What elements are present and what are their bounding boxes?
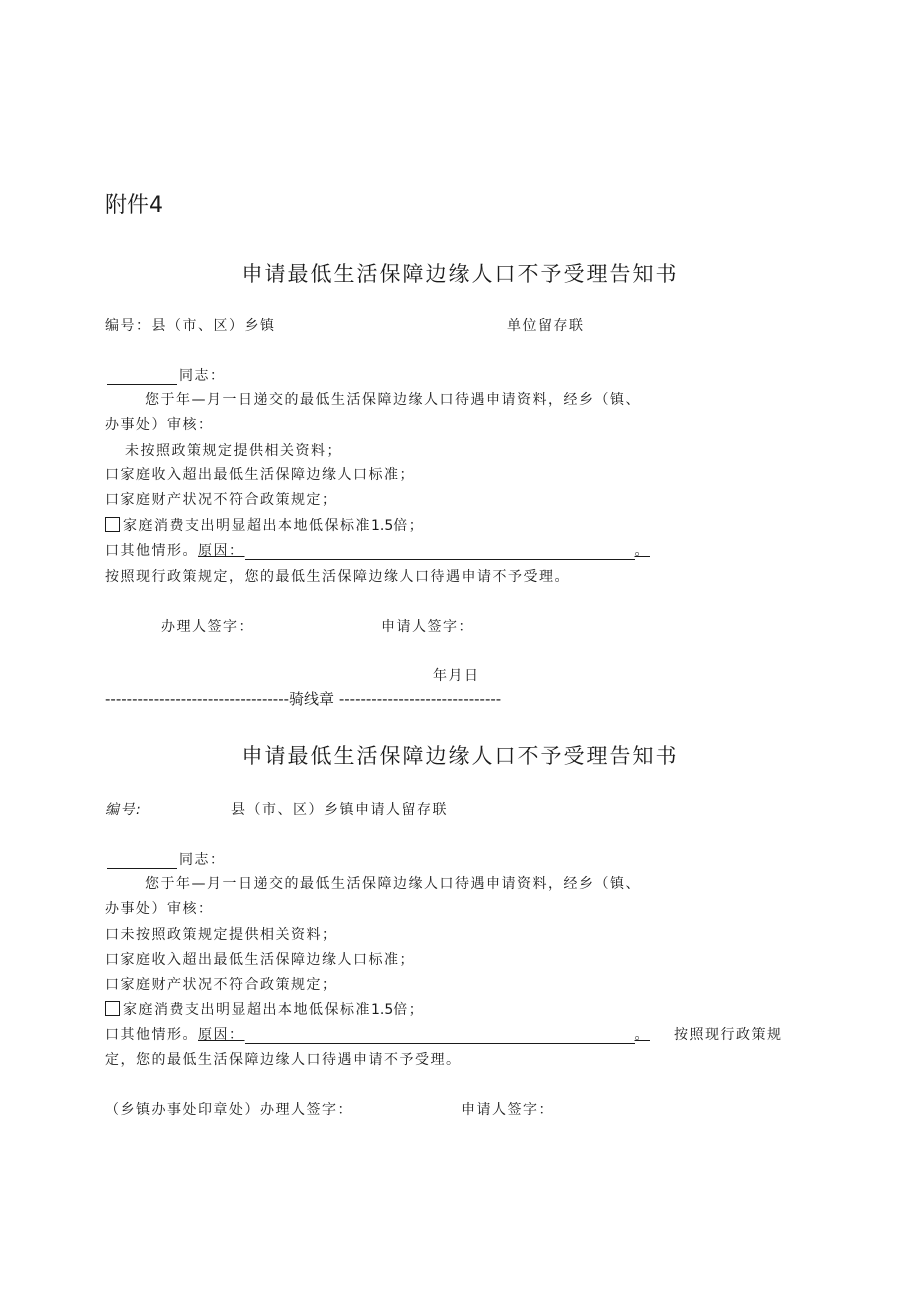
form1-applicant-sign: 申请人签字：: [381, 619, 474, 635]
checkbox[interactable]: [105, 1001, 120, 1016]
form1-handler-sign: 办理人签字：: [161, 619, 254, 635]
option-4-suffix: 倍；: [393, 518, 425, 534]
form2-option-3: 口家庭财产状况不符合政策规定；: [105, 977, 338, 993]
option-4-number: 1.5: [371, 1002, 394, 1018]
form2-para1: 您于年—月一日递交的最低生活保障边缘人口待遇申请资料，经乡（镇、: [145, 876, 641, 892]
form2-applicant-sign: 申请人签字：: [461, 1102, 554, 1118]
checkbox[interactable]: [105, 517, 120, 532]
reason-end: 。: [634, 1027, 650, 1043]
form2-comrade-line: [107, 849, 226, 869]
option-4-suffix: 倍；: [393, 1002, 425, 1018]
form1-option-1: 未按照政策规定提供相关资料；: [125, 443, 342, 459]
option-4-text: 家庭消费支出明显超出本地低保标准: [123, 1002, 371, 1018]
reason-label: 原因：: [198, 543, 245, 559]
reason-blank[interactable]: [245, 544, 635, 560]
form2-number-label: 编号:: [105, 802, 143, 818]
form2-option-4: [105, 999, 424, 1019]
reason-label: 原因：: [198, 1027, 245, 1043]
form1-conclusion: 按照现行政策规定，您的最低生活保障边缘人口待遇申请不予受理。: [105, 569, 570, 585]
form2-comrade: 同志：: [179, 852, 226, 868]
form2-title: 申请最低生活保障边缘人口不予受理告知书: [241, 744, 679, 768]
form2-stamp-handler-sign: （乡镇办事处印章处）办理人签字：: [105, 1102, 353, 1118]
form1-copy-label: 单位留存联: [507, 318, 585, 334]
form2-conclusion-end: 定，您的最低生活保障边缘人口待遇申请不予受理。: [105, 1052, 462, 1068]
option-4-text: 家庭消费支出明显超出本地低保标准: [123, 518, 371, 534]
reason-blank[interactable]: [245, 1028, 635, 1044]
reason-end: 。: [634, 543, 650, 559]
form2-conclusion-start: 按照现行政策规: [674, 1027, 783, 1043]
option-5-text: 口其他情形。: [105, 1027, 198, 1043]
form2-option-2: 口家庭收入超出最低生活保障边缘人口标准；: [105, 952, 415, 968]
form1-date: 年月日: [433, 668, 480, 684]
separator-right-dashes: ------------------------------: [338, 690, 502, 708]
form2-para2: 办事处）审核：: [105, 901, 214, 917]
form1-comrade: 同志：: [179, 368, 226, 384]
annex-label: 附件4: [105, 193, 163, 218]
seam-stamp-label: 骑线章: [289, 690, 335, 708]
form1-option-2: 口家庭收入超出最低生活保障边缘人口标准；: [105, 467, 415, 483]
option-5-text: 口其他情形。: [105, 543, 198, 559]
option-4-number: 1.5: [371, 518, 394, 534]
form2-option-1: 口未按照政策规定提供相关资料；: [105, 927, 338, 943]
name-blank[interactable]: [107, 370, 177, 385]
form1-title: 申请最低生活保障边缘人口不予受理告知书: [241, 262, 679, 286]
name-blank[interactable]: [107, 854, 177, 869]
form1-option-4: [105, 515, 424, 535]
form1-para2: 办事处）审核：: [105, 417, 214, 433]
seam-stamp-separator: [105, 688, 800, 709]
form2-copy-label: 县（市、区）乡镇申请人留存联: [231, 802, 448, 818]
form1-comrade-line: [107, 365, 226, 385]
form1-option-3: 口家庭财产状况不符合政策规定；: [105, 492, 338, 508]
form2-option-5: [105, 1024, 650, 1044]
form1-option-5: [105, 540, 650, 560]
separator-left-dashes: ----------------------------------: [105, 690, 290, 708]
form1-para1: 您于年—月一日递交的最低生活保障边缘人口待遇申请资料，经乡（镇、: [145, 392, 641, 408]
form1-number-label: 编号：县（市、区）乡镇: [105, 318, 276, 334]
